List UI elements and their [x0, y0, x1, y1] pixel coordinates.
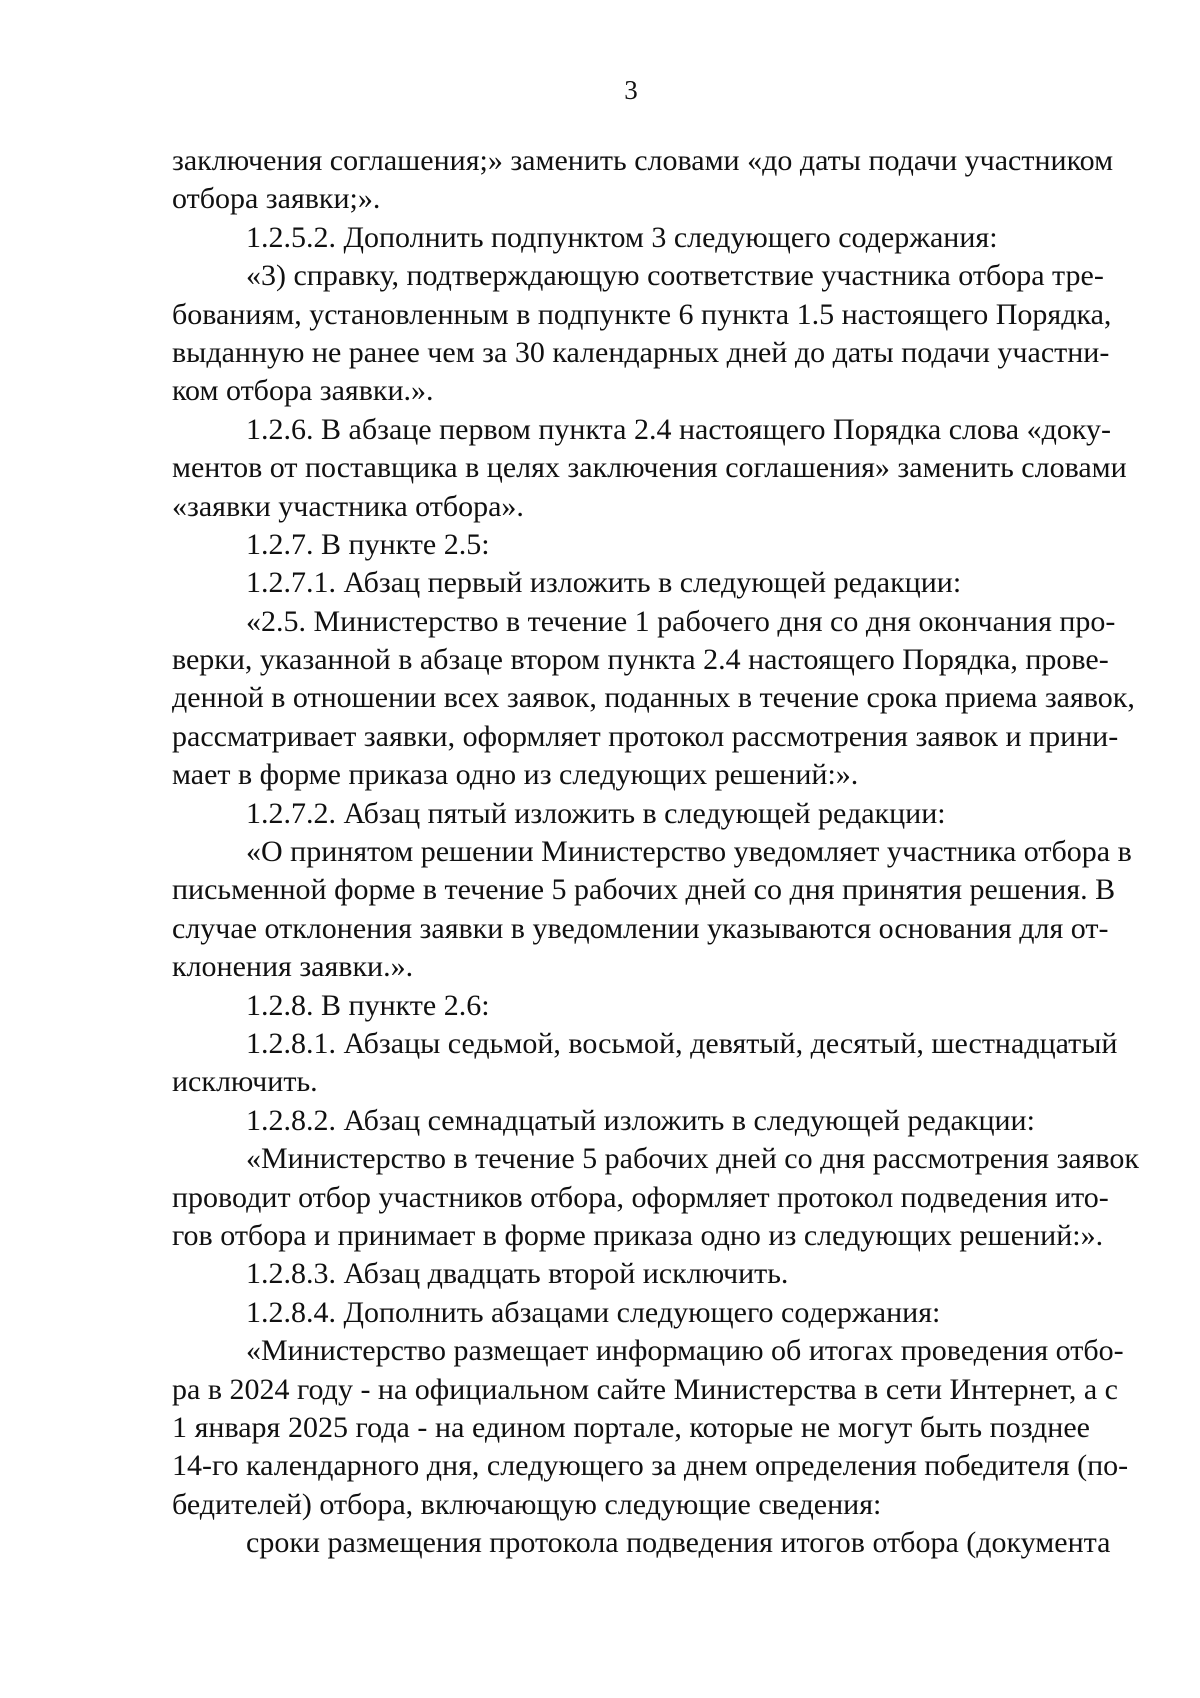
text-line: 1.2.7. В пункте 2.5: [246, 527, 490, 561]
text-line: ментов от поставщика в целях заключения соглашения» заменить словами [172, 451, 1127, 485]
text-line: заключения соглашения;» заменить словами «до даты подачи участником [172, 144, 1114, 177]
text-line: рассматривает заявки, оформляет протокол рассмотрения заявок и прини- [172, 719, 1119, 753]
text-line: «2.5. Министерство в течение 1 рабочего дня со дня окончания про- [246, 604, 1116, 638]
text-line: «3) справку, подтверждающую соответствие участника отбора тре- [246, 259, 1104, 293]
text-line: ком отбора заявки.». [172, 374, 434, 408]
text-line: 14-го календарного дня, следующего за днем определения победителя (по- [172, 1449, 1129, 1483]
text-line: 1.2.8.2. Абзац семнадцатый изложить в следующей редакции: [246, 1103, 1035, 1137]
text-line: 1.2.7.2. Абзац пятый изложить в следующей редакции: [246, 796, 946, 830]
text-line: сроки размещения протокола подведения итогов отбора (документа [246, 1526, 1111, 1560]
text-line: 1.2.6. В абзаце первом пункта 2.4 настоящего Порядка слова «доку- [246, 412, 1111, 446]
text-line: 1.2.8.1. Абзацы седьмой, восьмой, девятый, десятый, шестнадцатый [246, 1026, 1118, 1060]
page-number: 3 [624, 75, 638, 105]
text-line: ра в 2024 году - на официальном сайте Министерства в сети Интернет, а с [172, 1372, 1118, 1406]
text-line: 1.2.5.2. Дополнить подпунктом 3 следующего содержания: [246, 220, 998, 254]
text-line: «Министерство размещает информацию об итогах проведения отбо- [246, 1334, 1124, 1368]
text-line: случае отклонения заявки в уведомлении указываются основания для от- [172, 911, 1109, 945]
text-line: исключить. [172, 1065, 318, 1099]
text-line: клонения заявки.». [172, 950, 414, 984]
text-line: отбора заявки;». [172, 182, 381, 216]
text-line: 1.2.8.3. Абзац двадцать второй исключить. [246, 1257, 789, 1291]
text-line: верки, указанной в абзаце втором пункта 2.4 настоящего Порядка, прове- [172, 643, 1109, 677]
text-line: денной в отношении всех заявок, поданных в течение срока приема заявок, [172, 681, 1135, 715]
text-line: «Министерство в течение 5 рабочих дней со дня рассмотрения заявок [246, 1142, 1139, 1176]
text-line: бованиям, установленным в подпункте 6 пункта 1.5 настоящего Порядка, [172, 297, 1112, 331]
text-line: 1.2.8.4. Дополнить абзацами следующего содержания: [246, 1295, 941, 1329]
text-line: бедителей) отбора, включающую следующие сведения: [172, 1487, 882, 1521]
text-line: выданную не ранее чем за 30 календарных дней до даты подачи участни- [172, 335, 1110, 369]
text-line: письменной форме в течение 5 рабочих дней со дня принятия решения. В [172, 873, 1116, 907]
text-line: 1.2.8. В пункте 2.6: [246, 988, 490, 1022]
text-line: 1 января 2025 года - на едином портале, которые не могут быть позднее [172, 1410, 1090, 1444]
text-line: 1.2.7.1. Абзац первый изложить в следующей редакции: [246, 566, 962, 600]
text-line: проводит отбор участников отбора, оформляет протокол подведения ито- [172, 1180, 1109, 1214]
text-line: «О принятом решении Министерство уведомляет участника отбора в [246, 835, 1132, 869]
text-line: мает в форме приказа одно из следующих решений:». [172, 758, 859, 792]
text-line: «заявки участника отбора». [172, 489, 524, 523]
text-line: гов отбора и принимает в форме приказа одно из следующих решений:». [172, 1218, 1104, 1252]
document-text [172, 142, 1139, 1562]
